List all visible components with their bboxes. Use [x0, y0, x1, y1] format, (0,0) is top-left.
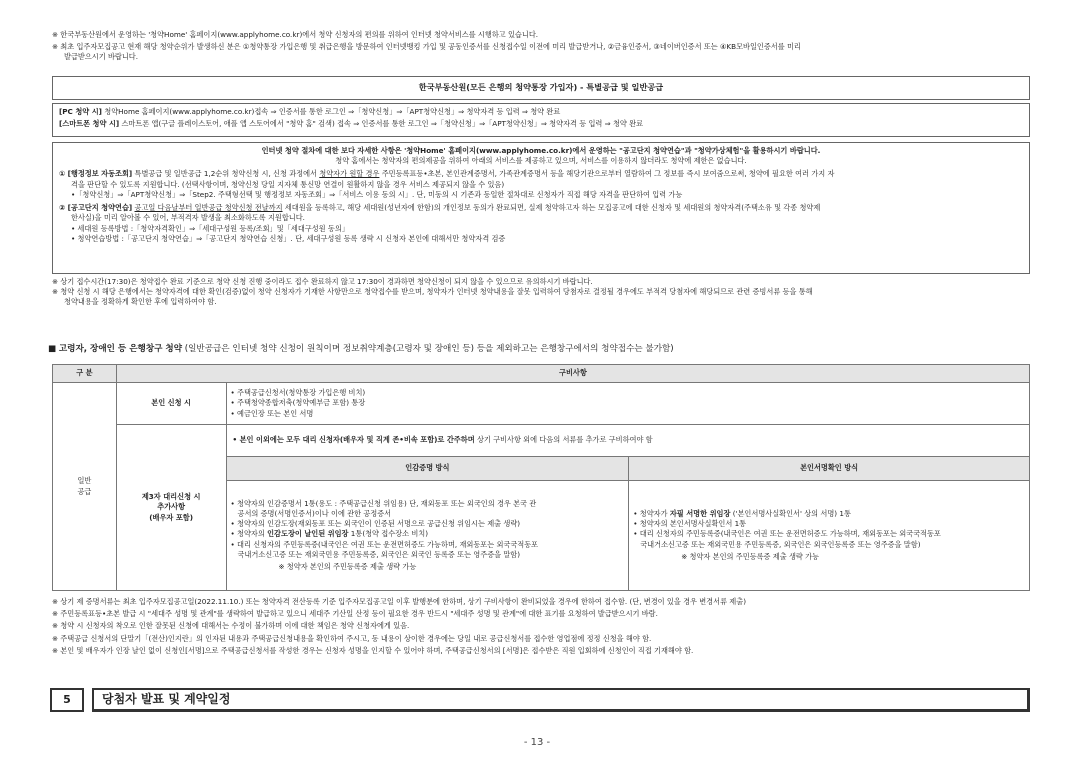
self-item-2: • 주택청약종합저축(청약예부금 포함) 통장 [230, 398, 366, 408]
item1-line1 [59, 169, 1023, 179]
mid-note-1: ※ 상기 접수시간(17:30)은 청약접수 완료 기준으로 청약 신청 진행 중이라도 접수 완료하지 않고 17:30이 경과하면 청약신청이 되지 않을 수 있으므로 유의하시기 바랍니다. [52, 277, 593, 286]
item1-label: ① [행정정보 자동조회] [59, 169, 133, 179]
top-notes [52, 30, 1032, 63]
section5-number [50, 688, 84, 712]
section5-title: 당첨자 발표 및 계약일정 [102, 691, 231, 706]
seal-delegate-b: 인감도장이 날인된 위임장 [267, 529, 349, 539]
mid-notes [52, 277, 1032, 308]
sign-delegate-c: ('본인서명사실확인서' 상의 서명) 1통 [732, 508, 851, 518]
box2-subtitle: 청약 홈에서는 청약자의 편의제공을 위하여 아래의 서비스를 제공하고 있으며, 서비스를 이용하지 않더라도 청약에 제한은 없습니다. [335, 156, 747, 166]
docs-table [52, 364, 1030, 591]
page-number [0, 736, 1074, 750]
seal-item-5: 국내거소신고증 또는 재외국민용 주민등록증, 외국인은 외국인 등록증 또는 영주증을 말함) [237, 549, 521, 559]
seal-footnote: ※ 청약자 본인의 주민등록증 제출 생략 가능 [278, 562, 417, 572]
box2 [52, 142, 1030, 274]
proxy-note-rest: 상기 구비사항 외에 다음의 서류를 추가로 구비하여야 함 [476, 435, 653, 445]
self-item-3: • 예금인장 또는 본인 서명 [230, 408, 314, 418]
top-note-3: 발급받으시기 바랍니다. [64, 52, 139, 62]
sign-delegate [633, 509, 1025, 519]
proxy-label-3: (배우자 포함) [149, 512, 194, 522]
sign-item-3: 국내거소신고증 또는 재외국민용 주민등록증, 외국인은 외국인등록증 또는 영주증을 말함) [640, 539, 921, 549]
seal-item-1: • 청약자의 인감증명서 1통(용도 : 주택공급신청 위임용) 단, 재외동포 또는 외국인의 경우 본국 관 [230, 498, 537, 508]
section-bullet: ■ [48, 344, 57, 354]
top-note-2: ※ 최초 입주자모집공고 현재 해당 청약순위가 발생하신 분은 ①청약통장 가입은행 및 취급은행을 방문하여 인터넷뱅킹 가입 및 공동인증서를 신청접수일 이전에 미리 발급받거나, ②금융인증서, ③네이버인증서 또는 ④KB모바일인증서를 미리 [52, 42, 801, 52]
section5-number-text: 5 [63, 693, 71, 707]
item2-text-a: 세대원을 등록하고, 해당 세대원(성년자에 한함)의 개인정보 동의가 완료되면, 실제 청약하고자 하는 모집공고에 대한 신청자 및 세대원의 청약자격(주택소유 및 각종 청약제 [284, 203, 821, 213]
box1-title-text: 한국부동산원(모든 은행의 청약통장 가입자) - 특별공급 및 일반공급 [418, 82, 664, 93]
sign-delegate-a: • 청약자가 [633, 508, 668, 518]
section-heading [48, 343, 674, 355]
proxy-label-2: 추가사항 [157, 502, 186, 512]
bottom-note-1: ※ 상기 제 증명서류는 최초 입주자모집공고일(2022.11.10.) 또는 청약자격 전산등록 기준 입주자모집공고일 이후 발행분에 한하며, 상기 구비사항이 완비되었을 경우에 한하여 접수함. (단, 변경이 있을 경우 변경서류 제출) [52, 597, 746, 606]
smart-apply-line [59, 119, 1023, 129]
seal-delegate-c: 1통(청약 접수장소 비치) [350, 529, 429, 539]
item2-line4: • 청약연습방법 :「공고단지 청약연습」⇒「공고단지 청약연습 신청」. 단, 세대구성원 등록 생략 시 신청자 본인에 대해서만 청약자격 검증 [71, 233, 506, 243]
bottom-note-4: ※ 주택공급 신청서의 단말기「(전산)인지란」의 인자된 내용과 주택공급신청내용을 확인하여 주시고, 동 내용이 상이한 경우에는 당일 내로 공급신청서를 접수한 영업점에 정정 신청을 해야 함. [52, 633, 652, 643]
sign-delegate-b: 자필 서명한 위임장 [669, 508, 731, 518]
top-note-1: ※ 한국부동산원에서 운영하는 '청약Home' 홈페이지(www.applyhome.co.kr)에서 청약 신청자의 편의를 위하여 인터넷 청약서비스를 시행하고 있습니다. [52, 30, 539, 39]
section-heading-bold: 고령자, 장애인 등 은행창구 청약 [58, 344, 183, 354]
sign-footnote: ※ 청약자 본인의 주민등록증 제출 생략 가능 [681, 551, 819, 561]
item2-line3: • 세대원 등록방법 :「청약자격확인」⇒「세대구성원 등록/조회」및「세대구성원 동의」 [71, 223, 349, 233]
pc-apply-label: [PC 청약 시] [59, 107, 102, 116]
section5-title-box [92, 688, 1030, 712]
seal-item-4: • 대리 신청자의 주민등록증(내국인은 여권 또는 운전면허증도 가능하며, 재외동포는 외국국적동포 [230, 539, 539, 549]
item2-underline: 공고일 다음날부터 일반공급 청약신청 전날까지 [134, 203, 283, 213]
bottom-note-5: ※ 본인 및 배우자가 인장 날인 없이 신청인[서명]으로 주택공급신청서를 작성한 경우는 신청자 성명을 인지할 수 있어야 하며, 주택공급신청서의 [서명]은 접수받은 직원 입회하에 신청인이 직접 기재해야 함. [52, 645, 694, 655]
general-supply-cell: 일반 공급 [53, 383, 117, 591]
sign-item-1: • 청약자의 본인서명사실확인서 1통 [633, 519, 747, 529]
proxy-label-1: 제3자 대리신청 시 [141, 492, 201, 502]
item1-underline: 청약자가 원할 경우 [319, 169, 380, 179]
item2-line2: 한사실)을 미리 알아볼 수 있어, 부적격자 발생을 최소화하도록 지원합니다. [71, 213, 305, 223]
sign-method-header: 본인서명확인 방식 [629, 457, 1030, 481]
bottom-note-3: ※ 청약 시 신청자의 착오로 인한 잘못된 신청에 대해서는 수정이 불가하며 이에 대한 책임은 청약 신청자에게 있음. [52, 621, 410, 631]
bottom-note-2: ※ 주민등록표등•초본 발급 시 "세대주 성명 및 관계"를 생략하여 발급하고 있으니 세대주 기산일 산정 등이 필요한 경우 반드시 "세대주 성명 및 관계"에 대한 표기를 요청하여 발급받으시기 바람. [52, 609, 658, 619]
seal-delegate-a: • 청약자의 [230, 529, 265, 539]
self-item-1: • 주택공급신청서(청약통장 가입은행 비치) [230, 388, 366, 398]
seal-item-3: • 청약자의 인감도장(재외동포 또는 외국인이 인증된 서명으로 공급신청 위임시는 제출 생략) [230, 519, 521, 529]
self-apply-items [226, 383, 1030, 425]
item1-line2: 격을 판단할 수 있도록 지원합니다. (선택사항이며, 청약신청 당일 지자체 통신망 연결이 원활하지 않을 경우 서비스 제공되지 않을 수 있음) [71, 179, 505, 189]
pc-apply-line [59, 107, 1023, 117]
sign-item-2: • 대리 신청자의 주민등록증(내국인은 여권 또는 운전면허증도 가능하며, 재외동포는 외국국적동포 [633, 529, 941, 539]
box1-body [52, 103, 1030, 137]
header-docs: 구비사항 [116, 365, 1029, 383]
section-heading-text: (일반공급은 인터넷 청약 신청이 원칙이며 정보취약계층(고령자 및 장애인 등) 등을 제외하고는 은행창구에서의 청약접수는 불가함) [184, 344, 674, 354]
item1-text-b: 주민등록표등•초본, 본인관계증명서, 가족관계증명서 등을 해당기관으로부터 열람하여 그 정보를 즉시 보여줌으로써, 청약에 필요한 여러 가지 자 [381, 169, 835, 179]
bottom-notes [52, 597, 1032, 656]
item1-text-a: 특별공급 및 일반공급 1,2순위 청약신청 시, 신청 과정에서 [134, 169, 317, 179]
seal-method-header: 인감증명 방식 [226, 457, 629, 481]
pc-apply-text: 청약Home 홈페이지(www.applyhome.co.kr)접속 ⇒ 인증서를 통한 로그인 ⇒「청약신청」⇒「APT청약신청」⇒ 청약자격 등 입력 ⇒ 청약 완료 [104, 107, 561, 116]
seal-item-2: 공서의 증명(서명인증서)이나 이에 관한 공정증서 [237, 508, 392, 518]
item1-line3: •「청약신청」⇒「APT청약신청」⇒「Step2. 주택형선택 및 행정정보 자동조회」⇒「서비스 이용 동의 시」. 단, 미동의 시 기존과 동일한 절차대로 신청자가 직접 해당 자격을 판단하여 입력 가능 [71, 189, 683, 199]
mid-note-3: 청약내용을 정확하게 확인한 후에 입력하여야 함. [64, 297, 217, 307]
proxy-label-cell [116, 425, 226, 591]
smart-apply-text: 스마트폰 앱(구글 플레이스토어, 애플 앱 스토어에서 "청약 홈" 검색) 접속 ⇒ 인증서를 통한 로그인 ⇒「청약신청」⇒「APT청약신청」⇒ 청약자격 등 입력 ⇒ 청약 완료 [121, 119, 644, 129]
box1-title [52, 76, 1030, 100]
box2-title: 인터넷 청약 절차에 대한 보다 자세한 사항은 '청약Home' 홈페이지(www.applyhome.co.kr)에서 운영하는 "공고단지 청약연습"과 "청약가상체험"을 활용하시기 바랍니다. [261, 146, 821, 155]
sign-method-items [629, 481, 1030, 591]
proxy-note-bold: • 본인 이외에는 모두 대리 신청자(배우자 및 직계 존•비속 포함)로 간주하며 [232, 435, 475, 445]
seal-method-items [226, 481, 629, 591]
item2-line1 [59, 203, 1023, 213]
header-category: 구 분 [53, 365, 117, 383]
mid-note-2: ※ 청약 신청 시 해당 은행에서는 청약자격에 대한 확인(검증)없이 청약 신청자가 기재한 사항만으로 청약접수를 받으며, 청약자가 인터넷 청약내용을 잘못 입력하여 당첨자로 결정될 경우에도 부적격 당첨자에 해당되므로 관련 증빙서류 등을 통해 [52, 287, 813, 297]
item2-label: ② [공고단지 청약연습] [59, 203, 133, 213]
proxy-note [226, 425, 1030, 457]
page-number-text: - 13 - [523, 737, 551, 748]
seal-delegate [231, 529, 625, 539]
smart-apply-label: [스마트폰 청약 시] [59, 119, 120, 129]
self-apply-label: 본인 신청 시 [116, 383, 226, 425]
